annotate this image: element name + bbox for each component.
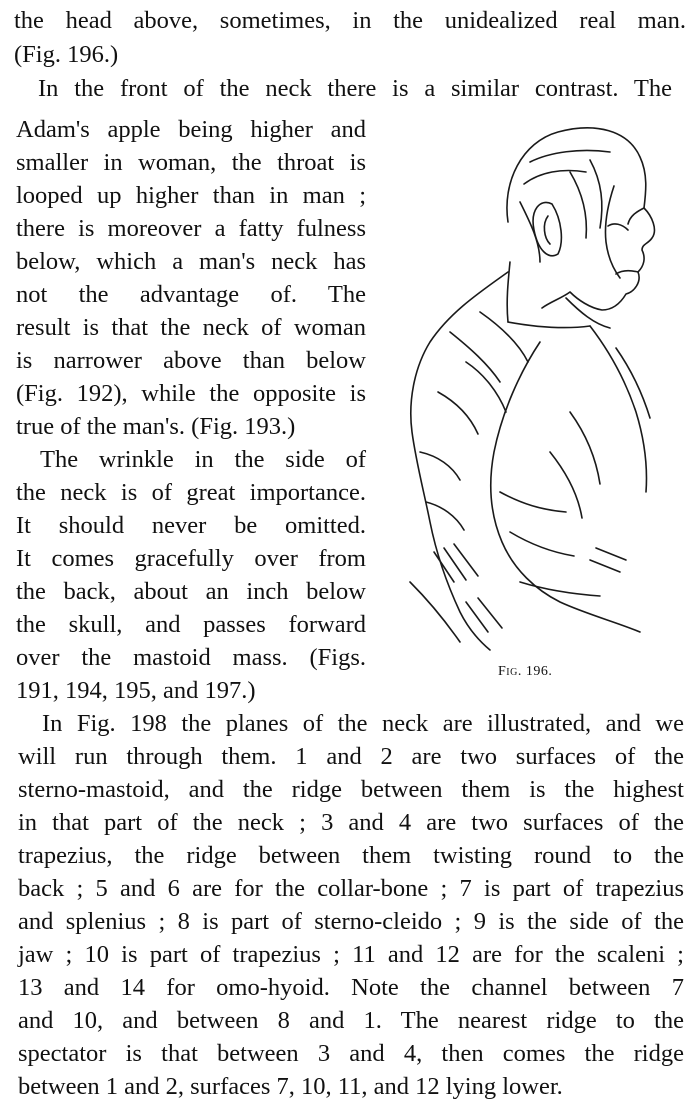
text-line: It should never be omitted. <box>16 512 366 539</box>
text-line: In Fig. 198 the planes of the neck are illustrated, and we <box>42 710 684 737</box>
text-line: not the advantage of. The <box>16 281 366 308</box>
text-line: It comes gracefully over from <box>16 545 366 572</box>
text-line: the back, about an inch below <box>16 578 366 605</box>
text-line: below, which a man's neck has <box>16 248 366 275</box>
text-line: over the mastoid mass. (Figs. <box>16 644 366 671</box>
text-line: 191, 194, 195, and 197.) <box>16 677 256 704</box>
text-line: (Fig. 196.) <box>14 41 119 68</box>
text-line: and 10, and between 8 and 1. The nearest ridge to the <box>18 1007 684 1034</box>
text-line: the skull, and passes forward <box>16 611 366 638</box>
text-line: between 1 and 2, surfaces 7, 10, 11, and 12 lying lower. <box>18 1073 563 1100</box>
text-line: back ; 5 and 6 are for the collar-bone ; 7 is part of trapezius <box>18 875 684 902</box>
text-line: there is moreover a fatty fulness <box>16 215 366 242</box>
figure-caption: Fig. 196. <box>498 664 553 679</box>
text-line: result is that the neck of woman <box>16 314 366 341</box>
text-line: trapezius, the ridge between them twisting round to the <box>18 842 684 869</box>
text-line: 13 and 14 for omo-hyoid. Note the channel between 7 <box>18 974 684 1001</box>
text-line: Adam's apple being higher and <box>16 116 366 143</box>
text-line: will run through them. 1 and 2 are two surfaces of the <box>18 743 684 770</box>
text-line: jaw ; 10 is part of trapezius ; 11 and 12 are for the scaleni ; <box>18 941 684 968</box>
figure-illustration <box>390 112 690 657</box>
text-line: in that part of the neck ; 3 and 4 are two surfaces of the <box>18 809 684 836</box>
paragraph-column <box>16 443 366 707</box>
text-line: sterno-mastoid, and the ridge between them is the highest <box>18 776 684 803</box>
paragraph-column <box>16 113 366 443</box>
text-line: The wrinkle in the side of <box>40 446 366 473</box>
paragraph-first-line: In the front of the neck there is a similar contrast. The <box>38 75 672 102</box>
text-line: is narrower above than below <box>16 347 366 374</box>
text-line: smaller in woman, the throat is <box>16 149 366 176</box>
text-line: spectator is that between 3 and 4, then comes the ridge <box>18 1040 684 1067</box>
text-line: (Fig. 192), while the opposite is <box>16 380 366 407</box>
paragraph <box>18 707 684 1103</box>
text-line: looped up higher than in man ; <box>16 182 366 209</box>
text-line: the neck is of great importance. <box>16 479 366 506</box>
text-line: true of the man's. (Fig. 193.) <box>16 413 296 440</box>
text-line: and splenius ; 8 is part of sterno-cleido ; 9 is the side of the <box>18 908 684 935</box>
text-line: the head above, sometimes, in the unidealized real man. <box>14 7 686 34</box>
